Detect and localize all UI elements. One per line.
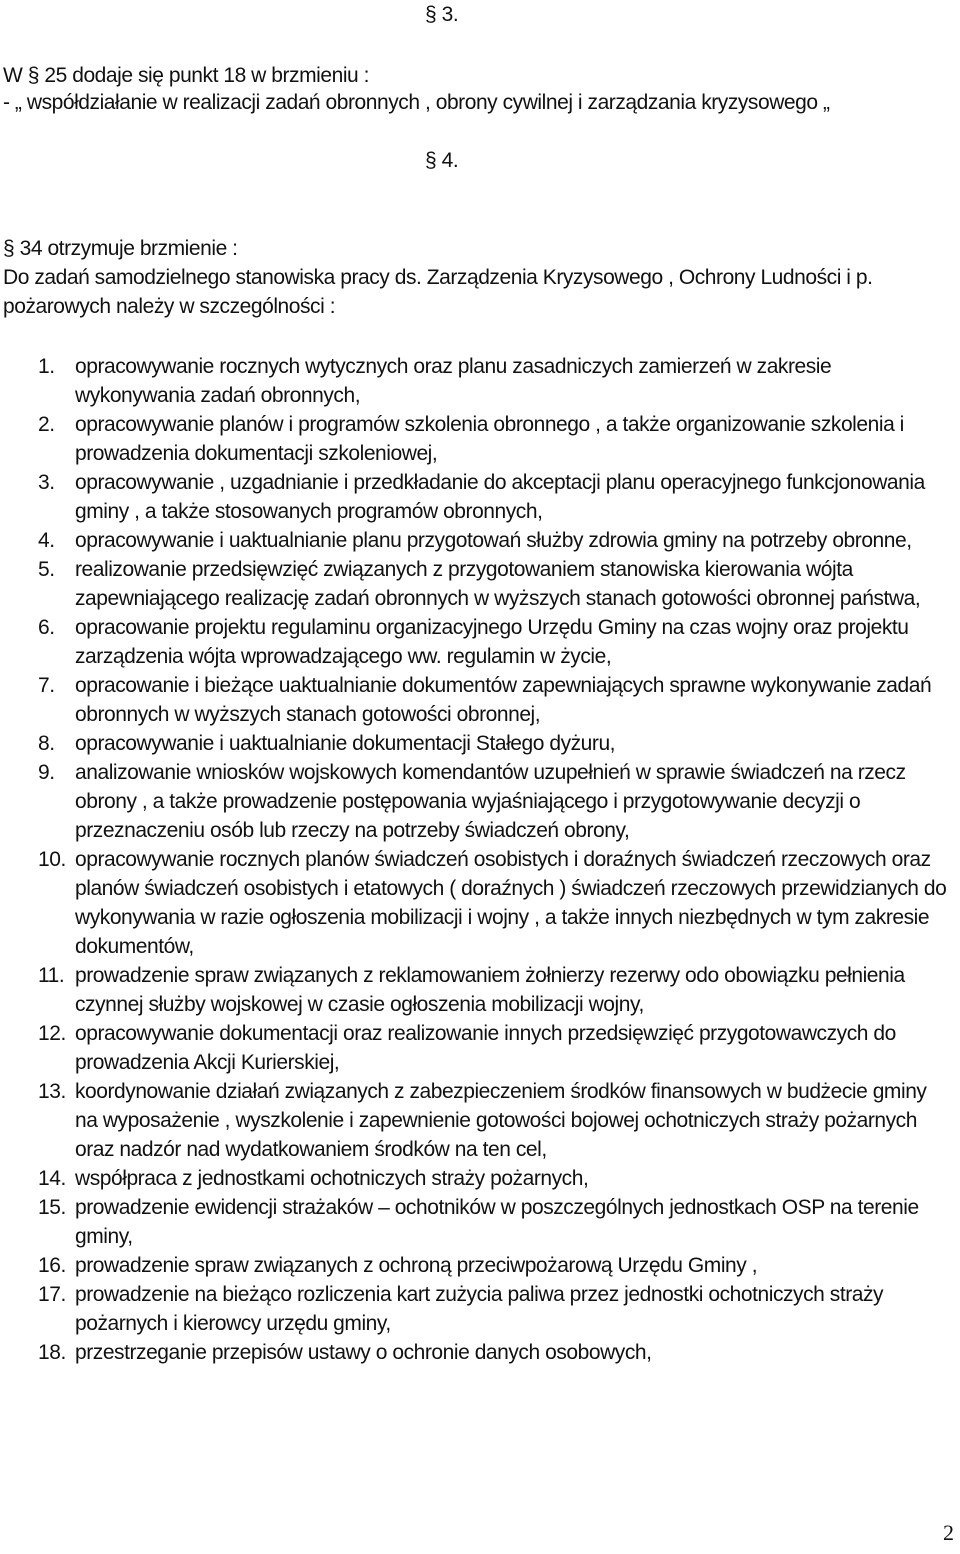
list-item-text: opracowywanie planów i programów szkolenia obronnego , a także organizowanie szkolenia i prowadzenia dokumentacji szkoleniowej,: [75, 413, 904, 465]
list-item: [38, 1193, 953, 1251]
list-item-number: 4.: [38, 529, 55, 552]
list-item: [38, 1251, 953, 1280]
list-item-number: 12.: [38, 1022, 66, 1045]
list-item-text: prowadzenie spraw związanych z ochroną przeciwpożarową Urzędu Gminy ,: [75, 1254, 758, 1277]
section-heading-4: § 4.: [425, 149, 459, 172]
list-item-number: 7.: [38, 674, 55, 697]
list-item-text: współpraca z jednostkami ochotniczych straży pożarnych,: [75, 1167, 589, 1190]
list-item-number: 16.: [38, 1254, 66, 1277]
paragraph-25-line-2: - „ współdziałanie w realizacji zadań obronnych , obrony cywilnej i zarządzania kryzysowego „: [3, 91, 830, 114]
list-item-text: opracowywanie i uaktualnianie dokumentacji Stałego dyżuru,: [75, 732, 616, 755]
list-item: [38, 961, 953, 1019]
list-item-text: opracowanie projektu regulaminu organizacyjnego Urzędu Gminy na czas wojny oraz projektu zarządzenia wójta wprowadzającego ww. regulamin w życie,: [75, 616, 909, 668]
list-item: [38, 758, 953, 845]
list-item: [38, 410, 953, 468]
list-item-number: 14.: [38, 1167, 66, 1190]
list-item-number: 18.: [38, 1341, 66, 1364]
section-heading-3: § 3.: [425, 3, 459, 26]
paragraph-34-line-1: § 34 otrzymuje brzmienie :: [3, 237, 238, 260]
paragraph-34-line-3: pożarowych należy w szczególności :: [3, 295, 336, 318]
list-item: [38, 845, 953, 961]
list-item-number: 5.: [38, 558, 55, 581]
list-item-text: opracowanie i bieżące uaktualnianie dokumentów zapewniających sprawne wykonywanie zadań obronnych w wyższych stanach gotowości obronnej,: [75, 674, 932, 726]
list-item-number: 11.: [38, 964, 65, 987]
list-item: [38, 1338, 953, 1367]
list-item-number: 13.: [38, 1080, 66, 1103]
list-item-text: opracowywanie rocznych wytycznych oraz planu zasadniczych zamierzeń w zakresie wykonywania zadań obronnych,: [75, 355, 832, 407]
list-item-number: 17.: [38, 1283, 66, 1306]
list-item-number: 10.: [38, 848, 66, 871]
list-item: [38, 555, 953, 613]
list-item-text: prowadzenie spraw związanych z reklamowaniem żołnierzy rezerwy odo obowiązku pełnienia czynnej służby wojskowej w czasie ogłoszenia mobilizacji wojny,: [75, 964, 905, 1016]
list-item: [38, 1077, 953, 1164]
list-item: [38, 671, 953, 729]
list-item: [38, 729, 953, 758]
list-item: [38, 526, 953, 555]
list-item-number: 9.: [38, 761, 55, 784]
list-item-number: 3.: [38, 471, 55, 494]
list-item: [38, 1164, 953, 1193]
list-item-number: 8.: [38, 732, 55, 755]
list-item: [38, 352, 953, 410]
list-item-text: koordynowanie działań związanych z zabezpieczeniem środków finansowych w budżecie gminy na wyposażenie , wyszkolenie i zapewnienie gotowości bojowej ochotniczych straży pożarnych oraz nadzór nad wydatkowaniem środków na ten cel,: [75, 1080, 927, 1161]
list-item-text: prowadzenie ewidencji strażaków – ochotników w poszczególnych jednostkach OSP na terenie gminy,: [75, 1196, 919, 1248]
page-number: 2: [943, 1520, 954, 1545]
list-item-number: 2.: [38, 413, 55, 436]
paragraph-34-line-2: Do zadań samodzielnego stanowiska pracy ds. Zarządzenia Kryzysowego , Ochrony Ludności i p.: [3, 266, 873, 289]
list-item-text: analizowanie wniosków wojskowych komendantów uzupełnień w sprawie świadczeń na rzecz obrony , a także prowadzenie postępowania wyjaśniającego i przygotowywanie decyzji o przeznaczeniu osób lub rzeczy na potrzeby świadczeń obrony,: [75, 761, 906, 842]
list-item: [38, 468, 953, 526]
list-item: [38, 613, 953, 671]
list-item-text: opracowywanie i uaktualnianie planu przygotowań służby zdrowia gminy na potrzeby obronne,: [75, 529, 912, 552]
list-item-text: prowadzenie na bieżąco rozliczenia kart zużycia paliwa przez jednostki ochotniczych straży pożarnych i kierowcy urzędu gminy,: [75, 1283, 884, 1335]
list-item-number: 15.: [38, 1196, 66, 1219]
list-item-text: realizowanie przedsięwzięć związanych z przygotowaniem stanowiska kierowania wójta zapewniającego realizację zadań obronnych w wyższych stanach gotowości obronnej państwa,: [75, 558, 921, 610]
list-item: [38, 1019, 953, 1077]
list-item-number: 1.: [38, 355, 55, 378]
list-item-number: 6.: [38, 616, 55, 639]
list-item-text: opracowywanie rocznych planów świadczeń osobistych i doraźnych świadczeń rzeczowych oraz planów świadczeń osobistych i etatowych ( doraźnych ) świadczeń rzeczowych przewidzianych do wykonywania w razie ogłoszenia mobilizacji i wojny , a także innych niezbędnych w tym zakresie dokumentów,: [75, 848, 947, 958]
list-item-text: opracowywanie dokumentacji oraz realizowanie innych przedsięwzięć przygotowawczych do prowadzenia Akcji Kurierskiej,: [75, 1022, 896, 1074]
list-item-text: opracowywanie , uzgadnianie i przedkładanie do akceptacji planu operacyjnego funkcjonowania gminy , a także stosowanych programów obronnych,: [75, 471, 925, 523]
list-item: [38, 1280, 953, 1338]
paragraph-25-line-1: W § 25 dodaje się punkt 18 w brzmieniu :: [3, 64, 370, 87]
duties-list: [38, 352, 953, 1367]
list-item-text: przestrzeganie przepisów ustawy o ochronie danych osobowych,: [75, 1341, 652, 1364]
